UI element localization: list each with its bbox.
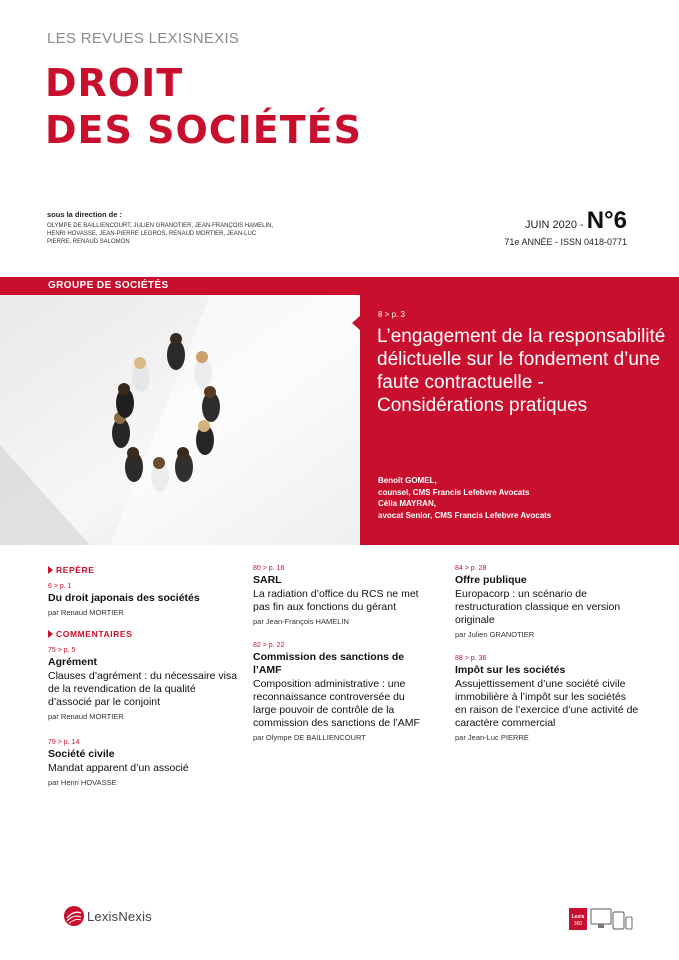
article-heading[interactable]: SARL (253, 574, 282, 586)
feature-author1-name: Benoît GOMEL, (378, 476, 437, 485)
article-author: par Renaud MORTIER (48, 608, 124, 617)
triangle-right-icon (48, 566, 53, 574)
toc-article[interactable] (48, 647, 238, 721)
article-ref: 80 > p. 16 (253, 565, 285, 572)
article-author: par Julien GRANOTIER (455, 630, 535, 639)
photo-illustration (0, 295, 360, 545)
series-name: LES REVUES LEXISNEXIS (47, 30, 240, 47)
direction-label: sous la direction de : (47, 210, 123, 219)
toc-article[interactable] (455, 565, 640, 639)
toc-article[interactable] (455, 655, 640, 742)
article-ref: 75 > p. 5 (48, 647, 76, 654)
lexisnexis-logo-icon (62, 904, 86, 928)
toc-article[interactable] (48, 583, 238, 617)
lexisnexis-logo (62, 904, 152, 933)
article-ref: 6 > p. 1 (48, 583, 72, 590)
article-ref: 88 > p. 36 (455, 655, 487, 662)
article-ref: 84 > p. 28 (455, 565, 487, 572)
toc-column-2 (253, 565, 428, 754)
editorial-direction (47, 210, 277, 246)
tablet-icon (613, 912, 624, 929)
article-author: par Jean-Luc PIERRE (455, 733, 529, 742)
feature-article[interactable] (360, 295, 679, 545)
title-line-2: DES SOCIÉTÉS (45, 108, 363, 152)
article-summary: Europacorp : un scénario de restructuration classique en version originale (455, 588, 621, 626)
article-author: par Renaud MORTIER (48, 712, 124, 721)
article-summary: La radiation d’office du RCS ne met pas fin aux fonctions du gérant (253, 588, 419, 613)
article-heading[interactable]: Commission des sanctions de l’AMF (253, 651, 405, 676)
article-summary: Mandat apparent d’un associé (48, 762, 189, 774)
toc-article[interactable] (48, 739, 238, 787)
feature-author1-role: counsel, CMS Francis Lefebvre Avocats (378, 487, 530, 497)
feature-author2-role: avocat Senior, CMS Francis Lefebvre Avocats (378, 510, 552, 520)
title-line-1: DROIT (45, 61, 184, 105)
issue-date: JUIN 2020 - (525, 219, 584, 231)
phone-icon (626, 917, 632, 929)
issue-info (504, 207, 627, 247)
toc-column-3 (455, 565, 640, 754)
article-heading[interactable]: Société civile (48, 748, 115, 760)
journal-title (45, 60, 362, 154)
feature-author2-name: Célia MAYRAN, (378, 499, 436, 508)
article-heading[interactable]: Offre publique (455, 574, 527, 586)
section-label: GROUPE DE SOCIÉTÉS (48, 280, 169, 291)
issue-number: N°6 (586, 207, 627, 234)
feature-authors (378, 475, 551, 521)
article-author: par Olympe DE BAILLIENCOURT (253, 733, 366, 742)
feature-headline[interactable]: L’engagement de la responsabilité délictuelle sur le fondement d’une faute contractuelle - Considérations pratiques (377, 326, 666, 416)
article-heading[interactable]: Agrément (48, 656, 98, 668)
rubric-commentaires: COMMENTAIRES (48, 629, 238, 639)
rubric-repere: REPÈRE (48, 565, 238, 575)
article-summary: Composition administrative : une reconnaissance controversée du large pouvoir de contrôle de la commission des sanctions de l’AMF (253, 678, 420, 729)
feature-ref: 8 > p. 3 (378, 310, 405, 319)
publisher-name: LexisNexis (87, 909, 152, 924)
article-ref: 82 > p. 22 (253, 642, 285, 649)
issue-year-issn: 71e ANNÉE - ISSN 0418-0771 (504, 237, 627, 247)
article-summary: Clauses d’agrément : du nécessaire visa de la revendication de la qualité d’associé par le conjoint (48, 670, 238, 708)
badge-line-1: Lexis (571, 914, 585, 920)
article-summary: Assujettissement d’une société civile immobilière à l’impôt sur les sociétés en raison de l’exercice d’une activité de caractère commercial (455, 678, 639, 729)
article-author: par Henri HOVASSE (48, 778, 117, 787)
toc-column-1 (48, 565, 238, 799)
article-ref: 79 > p. 14 (48, 739, 80, 746)
badge-line-2: 360 (573, 921, 583, 927)
businesspeople-circle-photo (0, 295, 360, 545)
article-heading[interactable]: Impôt sur les sociétés (455, 664, 566, 676)
toc-article[interactable] (253, 642, 428, 742)
direction-names: OLYMPE DE BAILLIENCOURT, JULIEN GRANOTIER, JEAN-FRANÇOIS HAMELIN, HENRI HOVASSE, JEAN-PIERRE LEGROS, RENAUD MORTIER, JEAN-LUC PIERRE, RENAUD SALOMON (47, 223, 274, 245)
article-author: par Jean-François HAMELIN (253, 617, 349, 626)
desktop-icon (591, 909, 611, 924)
device-icons (569, 906, 633, 937)
toc-article[interactable] (253, 565, 428, 626)
article-heading[interactable]: Du droit japonais des sociétés (48, 592, 200, 604)
triangle-right-icon (48, 630, 53, 638)
